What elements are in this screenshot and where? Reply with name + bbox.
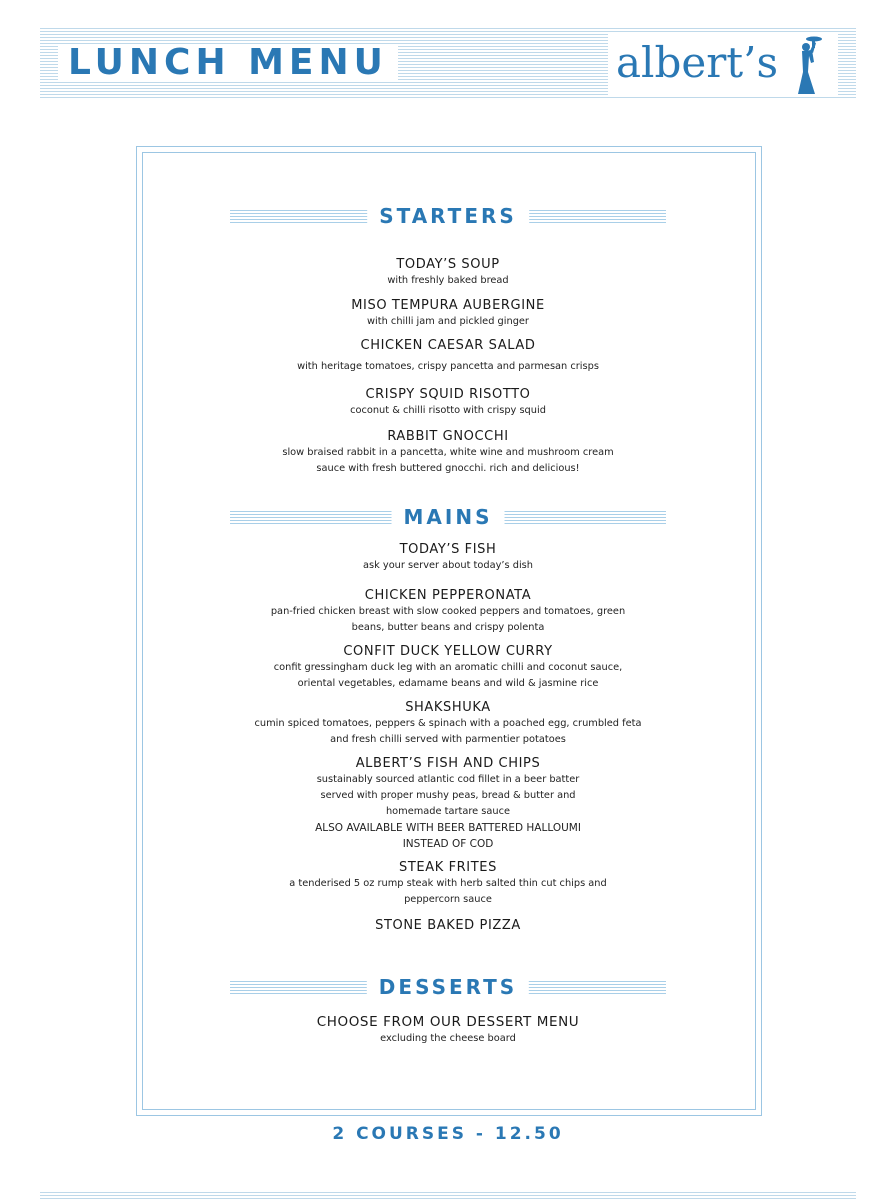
dish-description: sustainably sourced atlantic cod fillet in a beer batter	[316, 774, 580, 785]
dish-description: with chilli jam and pickled ginger	[367, 316, 529, 327]
dish-name: CHOOSE FROM OUR DESSERT MENU	[316, 1014, 580, 1030]
dish-name: RABBIT GNOCCHI	[387, 429, 509, 444]
dish-description: with freshly baked bread	[387, 275, 509, 286]
dish-description: confit gressingham duck leg with an aromatic chilli and coconut sauce,	[273, 662, 623, 673]
menu-item	[200, 256, 696, 289]
dish-note: INSTEAD OF COD	[402, 838, 494, 850]
section-heading-desserts	[200, 976, 696, 1002]
starters-list	[200, 256, 696, 477]
dish-name: CRISPY SQUID RISOTTO	[365, 387, 531, 402]
dish-note: ALSO AVAILABLE WITH BEER BATTERED HALLOUMI	[315, 822, 581, 834]
dish-name: STONE BAKED PIZZA	[375, 918, 521, 933]
menu-item	[200, 337, 696, 375]
menu-item	[200, 587, 696, 636]
header-band	[40, 28, 856, 100]
menu-item	[200, 699, 696, 748]
dish-description: beans, butter beans and crispy polenta	[351, 622, 545, 633]
mains-list	[200, 541, 696, 934]
dish-description: ask your server about today’s dish	[363, 560, 533, 571]
menu-item	[200, 541, 696, 574]
section-heading-mains	[200, 506, 696, 532]
dish-name: CHICKEN CAESAR SALAD	[360, 338, 536, 353]
menu-item	[200, 297, 696, 330]
dish-description: excluding the cheese board	[380, 1033, 516, 1044]
menu-item	[200, 917, 696, 934]
dish-description: cumin spiced tomatoes, peppers & spinach with a poached egg, crumbled feta	[254, 718, 642, 729]
logo	[608, 32, 838, 96]
dish-name: ALBERT’S FISH AND CHIPS	[355, 756, 541, 771]
dish-name: STEAK FRITES	[399, 860, 497, 875]
dish-name: TODAY’S SOUP	[396, 257, 500, 272]
dish-name: SHAKSHUKA	[405, 700, 491, 715]
section-title: MAINS	[392, 505, 505, 529]
dish-name: TODAY’S FISH	[399, 542, 497, 557]
dish-description: a tenderised 5 oz rump steak with herb salted thin cut chips and	[289, 878, 607, 889]
dish-name: MISO TEMPURA AUBERGINE	[351, 298, 545, 313]
dish-description: coconut & chilli risotto with crispy squid	[350, 405, 546, 416]
menu-title: LUNCH MENU	[58, 44, 398, 82]
section-title: STARTERS	[367, 204, 529, 228]
menu-item	[200, 428, 696, 477]
dish-description: with heritage tomatoes, crispy pancetta and parmesan crisps	[297, 361, 599, 372]
footer-rule	[40, 1192, 856, 1200]
dish-description: served with proper mushy peas, bread & butter and	[320, 790, 576, 801]
dish-name: CONFIT DUCK YELLOW CURRY	[343, 644, 553, 659]
section-heading-starters	[200, 205, 696, 231]
menu-item	[200, 643, 696, 692]
menu-item	[200, 1014, 696, 1047]
menu-item	[200, 755, 696, 852]
section-title: DESSERTS	[367, 975, 529, 999]
dish-description: sauce with fresh buttered gnocchi. rich and delicious!	[316, 463, 580, 474]
menu-item	[200, 859, 696, 908]
menu-item	[200, 386, 696, 419]
dish-description: pan-fried chicken breast with slow cooked peppers and tomatoes, green	[270, 606, 626, 617]
dish-name: CHICKEN PEPPERONATA	[364, 588, 532, 603]
dish-description: slow braised rabbit in a pancetta, white wine and mushroom cream	[282, 447, 614, 458]
price-footer: 2 COURSES - 12.50	[332, 1124, 564, 1144]
dish-description: oriental vegetables, edamame beans and wild & jasmine rice	[297, 678, 599, 689]
desserts-list	[200, 1014, 696, 1047]
waiter-figure-icon	[792, 32, 832, 96]
dish-description: and fresh chilli served with parmentier potatoes	[330, 734, 566, 745]
dish-description: peppercorn sauce	[404, 894, 492, 905]
logo-wordmark: albert’s	[616, 38, 779, 87]
dish-description: homemade tartare sauce	[385, 806, 511, 817]
